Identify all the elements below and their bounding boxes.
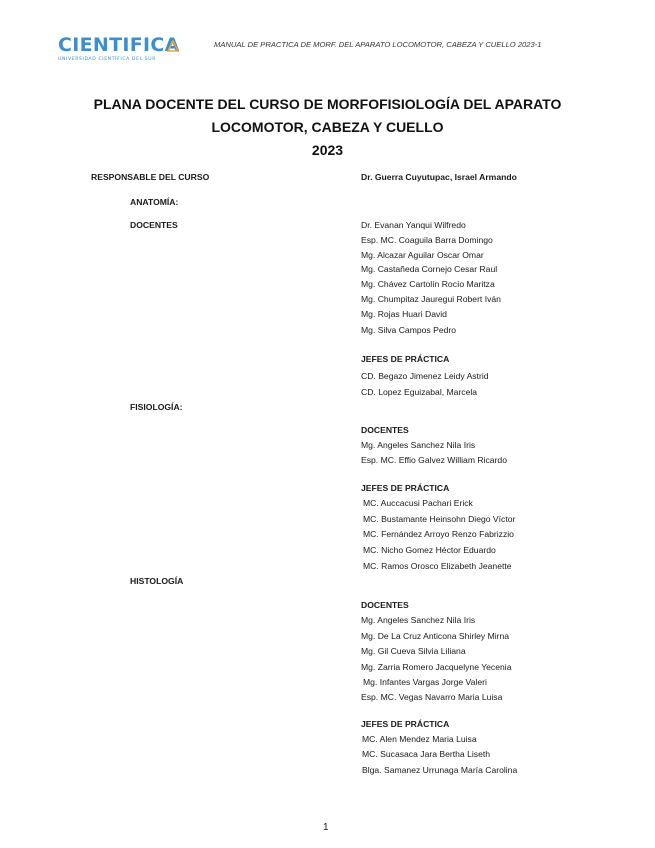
list-item: MC. Auccacusi Pachari Erick	[363, 498, 473, 508]
list-item: MC. Fernández Arroyo Renzo Fabrizzio	[363, 529, 514, 539]
list-item: CD. Lopez Eguizabal, Marcela	[361, 387, 478, 397]
section-histologia-label: HISTOLOGÍA	[130, 576, 184, 586]
logo-wordmark: CIENTIFICA	[58, 34, 180, 56]
section-anatomia-label: ANATOMÍA:	[130, 197, 179, 207]
list-item: Mg. Rojas Huari David	[361, 309, 447, 319]
list-item: Blga. Samanez Urrunaga María Carolina	[362, 765, 518, 775]
responsable-label: RESPONSABLE DEL CURSO	[91, 172, 210, 182]
list-item: Mg. Zarria Romero Jacquelyne Yecenia	[361, 662, 512, 672]
list-item: Esp. MC. Effio Galvez William Ricardo	[361, 455, 507, 465]
list-item: Mg. Angeles Sanchez Nila Iris	[361, 440, 476, 450]
page-title-year: 2023	[311, 142, 344, 158]
list-item: MC. Ramos Orosco Elizabeth Jeanette	[363, 561, 512, 571]
list-item: MC. Nicho Gomez Héctor Eduardo	[363, 545, 496, 555]
running-header: MANUAL DE PRACTICA DE MORF. DEL APARATO LOCOMOTOR, CABEZA Y CUELLO 2023-1	[214, 40, 542, 49]
university-logo	[58, 35, 188, 62]
list-item: MC. Sucasaca Jara Bertha Liseth	[362, 749, 491, 759]
list-item: Mg. Castañeda Cornejo Cesar Raul	[361, 264, 498, 274]
fisiologia-docentes-label: DOCENTES	[361, 425, 409, 435]
list-item: Mg. Angeles Sanchez Nila Iris	[361, 615, 476, 625]
list-item: Mg. Gil Cueva Silvia Liliana	[361, 646, 466, 656]
list-item: CD. Begazo Jimenez Leidy Astrid	[361, 371, 489, 381]
list-item: MC. Bustamante Heinsohn Diego Víctor	[363, 514, 516, 524]
page-number: 1	[323, 822, 329, 833]
list-item: Esp. MC. Vegas Navarro Maria Luisa	[361, 692, 503, 702]
list-item: Mg. Alcazar Aguilar Oscar Omar	[361, 250, 484, 260]
page-title-line-2: LOCOMOTOR, CABEZA Y CUELLO	[211, 119, 444, 135]
list-item: Mg. Chávez Cartolín Rocío Maritza	[361, 279, 495, 289]
fisiologia-jefes-label: JEFES DE PRÁCTICA	[361, 483, 450, 493]
anatomia-jefes-label: JEFES DE PRÁCTICA	[361, 354, 450, 364]
responsable-name: Dr. Guerra Cuyutupac, Israel Armando	[361, 172, 517, 182]
list-item: Mg. De La Cruz Anticona Shirley Mirna	[361, 631, 510, 641]
list-item: Dr. Evanan Yanqui Wilfredo	[361, 220, 466, 230]
histologia-docentes-label: DOCENTES	[361, 600, 409, 610]
anatomia-docentes-label: DOCENTES	[130, 220, 178, 230]
list-item: Esp. MC. Coaguila Barra Domingo	[361, 235, 493, 245]
section-fisiologia-label: FISIOLOGÍA:	[130, 402, 183, 412]
logo-leaf-icon	[166, 39, 180, 53]
list-item: Mg. Infantes Vargas Jorge Valeri	[363, 677, 487, 687]
logo-tagline: UNIVERSIDAD CIENTÍFICA DEL SUR	[58, 57, 157, 62]
list-item: Mg. Silva Campos Pedro	[361, 325, 457, 335]
histologia-jefes-label: JEFES DE PRÁCTICA	[361, 719, 450, 729]
list-item: MC. Alen Mendez Maria Luisa	[362, 734, 477, 744]
list-item: Mg. Chumpitaz Jauregui Robert Iván	[361, 294, 501, 304]
page-title-line-1: PLANA DOCENTE DEL CURSO DE MORFOFISIOLOGÍA DEL APARATO	[93, 96, 562, 112]
